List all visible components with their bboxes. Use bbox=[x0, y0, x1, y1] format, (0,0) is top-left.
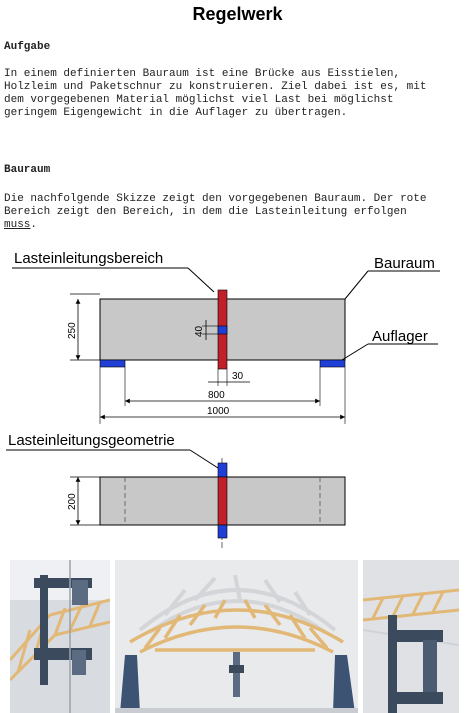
geometrie-drawing bbox=[0, 428, 475, 550]
support-left bbox=[100, 360, 125, 367]
leader-line bbox=[190, 450, 218, 468]
dim-800: 800 bbox=[208, 390, 225, 401]
aufgabe-line: Holzleim und Paketschnur zu konstruieren. Ziel dabei ist es, mit bbox=[4, 81, 427, 93]
label-auflager: Auflager bbox=[372, 328, 428, 345]
dim-1000: 1000 bbox=[207, 406, 230, 417]
bauraum-line: Bereich zeigt den Bereich, in dem die Lasteinleitung erfolgen bbox=[4, 206, 407, 218]
aufgabe-line: In einem definierten Bauraum ist eine Brücke aus Eisstielen, bbox=[4, 68, 401, 80]
dim-250: 250 bbox=[67, 322, 78, 339]
load-bar-top bbox=[218, 463, 227, 477]
page-title: Regelwerk bbox=[192, 4, 283, 24]
leader-line bbox=[345, 271, 368, 299]
bauraum-heading: Bauraum bbox=[4, 164, 51, 176]
aufgabe-heading: Aufgabe bbox=[4, 41, 51, 53]
photo-test-rig bbox=[115, 560, 358, 713]
bauraum-line bbox=[4, 219, 457, 232]
emphasis-muss: muss bbox=[4, 219, 31, 231]
dim-200: 200 bbox=[67, 493, 78, 510]
photo-detail bbox=[363, 560, 459, 713]
aufgabe-line: geringem Eigengewicht in die Auflager zu übertragen. bbox=[4, 107, 348, 119]
photo-support bbox=[10, 560, 110, 713]
leader-line bbox=[188, 268, 214, 292]
load-bar bbox=[218, 477, 227, 525]
bridge-detail-photo-icon bbox=[363, 560, 459, 713]
bauraum-drawing bbox=[0, 244, 475, 434]
bauraum-paragraph bbox=[4, 193, 457, 232]
bauraum-line: Die nachfolgende Skizze zeigt den vorgegebenen Bauraum. Der rote bbox=[4, 193, 427, 205]
dim-30: 30 bbox=[232, 371, 244, 382]
dim-40: 40 bbox=[194, 325, 205, 337]
bridge-test-rig-photo-icon bbox=[115, 560, 358, 713]
label-lasteinleitungsgeometrie: Lasteinleitungsgeometrie bbox=[8, 432, 175, 449]
support-right bbox=[320, 360, 345, 367]
aufgabe-paragraph bbox=[4, 68, 457, 120]
label-bauraum: Bauraum bbox=[374, 255, 435, 272]
bridge-support-photo-icon bbox=[10, 560, 110, 713]
label-lasteinleitungsbereich: Lasteinleitungsbereich bbox=[14, 250, 164, 267]
leader-line bbox=[342, 344, 368, 360]
line-end: . bbox=[30, 219, 38, 231]
load-marker bbox=[218, 326, 227, 334]
aufgabe-line: dem vorgegebenen Material möglichst viel Last bei möglichst bbox=[4, 94, 394, 106]
load-bar-bottom bbox=[218, 525, 227, 538]
